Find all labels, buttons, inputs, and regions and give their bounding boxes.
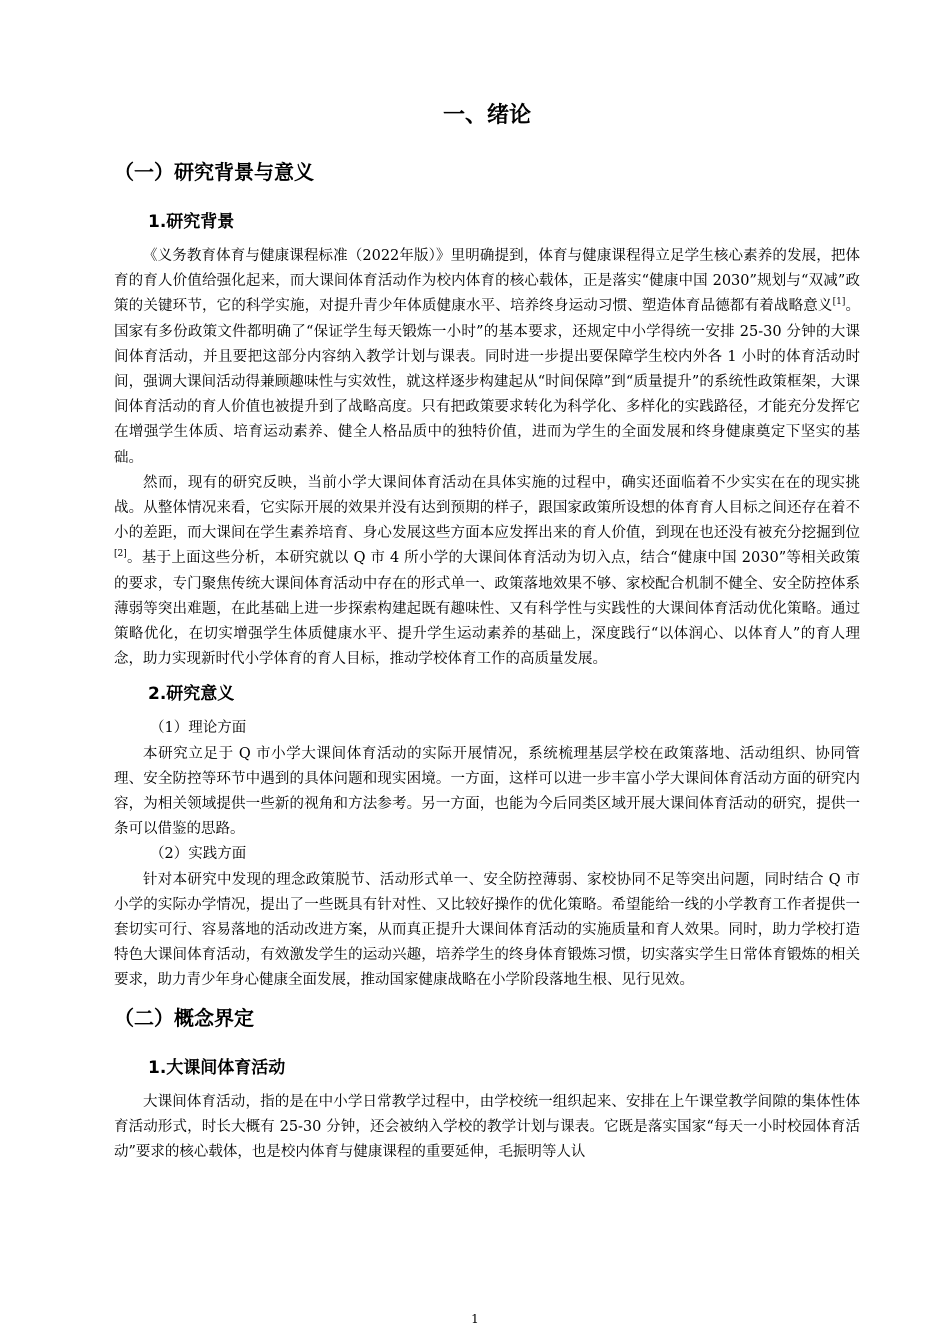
paragraph-background-2 [114, 471, 860, 673]
item-label-theory: （1）理论方面 [150, 720, 247, 737]
chapter-title: 一、绪论 [442, 103, 531, 128]
paragraph-practice: 针对本研究中发现的理念政策脱节、活动形式单一、安全防控薄弱、家校协同不足等突出问题，同时结合 Q 市小学的实际办学情况，提出了一些既具有针对性、又比较好操作的优化策略。希望能给一线的小学教育工作者提供一套切实可行、容易落地的活动改进方案，从而真正提升大课间体育活动的实施质量和育人效果。同时，助力学校打造特色大课间体育活动，有效激发学生的运动兴趣，培养学生的终身体育锻炼习惯，切实落实学生日常体育锻炼的相关要求，助力青少年身心健康全面发展，推动国家健康战略在小学阶段落地生根、见行见效。 [114, 871, 860, 989]
paragraph-text: 然而，现有的研究反映，当前小学大课间体育活动在具体实施的过程中，确实还面临着不少实实在在的现实挑战。从整体情况来看，它实际开展的效果并没有达到预期的样子，跟国家政策所设想的体育育人目标之间还存在着不小的差距，而大课间在学生素养培育、身心发展这些方面本应发挥出来的育人价值，到现在也还没有被充分挖掘到位 [114, 474, 860, 542]
page-content [114, 96, 860, 1165]
item-label-practice: （2）实践方面 [150, 846, 247, 863]
paragraph-theory: 本研究立足于 Q 市小学大课间体育活动的实际开展情况，系统梳理基层学校在政策落地、活动组织、协同管理、安全防控等环节中遇到的具体问题和现实困境。一方面，这样可以进一步丰富小学大课间体育活动方面的研究内容，为相关领域提供一些新的视角和方法参考。另一方面，也能为今后同类区域开展大课间体育活动的研究，提供一条可以借鉴的思路。 [114, 745, 860, 838]
subsection-title-significance: 2.研究意义 [148, 684, 235, 705]
citation-ref-1: [1] [832, 297, 846, 308]
citation-ref-2: [2] [114, 549, 127, 560]
paragraph-text: 《义务教育体育与健康课程标准（2022年版）》里明确提到，体育与健康课程得立足学生核心素养的发展，把体育的育人价值给强化起来，而大课间体育活动作为校内体育的核心载体，正是落实“健康中国 2030”规划与“双减”政策的关键环节，它的科学实施，对提升青少年体质健康水平、培养终身运动习惯、塑造体育品德都有着战略意义 [114, 248, 860, 315]
section-title-concepts: （二）概念界定 [114, 1005, 254, 1030]
paragraph-background-1 [114, 244, 860, 471]
paragraph-text: 。基于上面这些分析，本研究就以 Q 市 4 所小学的大课间体育活动为切入点，结合“健康中国 2030”等相关政策的要求，专门聚焦传统大课间体育活动中存在的形式单一、政策落地效果不够、家校配合机制不健全、安全防控体系薄弱等突出难题，在此基础上进一步探索构建起既有趣味性、又有科学性与实践性的大课间体育活动优化策略。通过策略优化，在切实增强学生体质健康水平、提升学生运动素养的基础上，深度践行“以体润心、以体育人”的育人理念，助力实现新时代小学体育的育人目标，推动学校体育工作的高质量发展。 [114, 550, 860, 668]
subsection-title-background: 1.研究背景 [148, 212, 235, 232]
subsection-title-concept-1: 1.大课间体育活动 [148, 1057, 286, 1078]
paragraph-text: 。国家有多份政策文件都明确了“保证学生每天锻炼一小时”的基本要求，还规定中小学得统一安排 25-30 分钟的大课间体育活动，并且要把这部分内容纳入教学计划与课表。同时进一步提出要保障学生校内外各 1 小时的体育活动时间，强调大课间活动得兼顾趣味性与实效性，就这样逐步构建起从“时间保障”到“质量提升”的系统性政策框架，大课间体育活动的育人价值也被提升到了战略高度。只有把政策要求转化为科学化、多样化的实践路径，才能充分发挥它在增强学生体质、培育运动素养、健全人格品质中的独特价值，进而为学生的全面发展和终身健康奠定下坚实的基础。 [114, 298, 861, 466]
paragraph-concept-1: 大课间体育活动，指的是在中小学日常教学过程中，由学校统一组织起来、安排在上午课堂教学间隙的集体性体育活动形式，时长大概有 25-30 分钟，还会被纳入学校的教学计划与课表。它既是落实国家“每天一小时校园体育活动”要求的核心载体，也是校内体育与健康课程的重要延伸，毛振明等人认 [114, 1093, 860, 1161]
page-number: 1 [471, 1312, 479, 1326]
section-title-background-significance: （一）研究背景与意义 [114, 160, 314, 184]
